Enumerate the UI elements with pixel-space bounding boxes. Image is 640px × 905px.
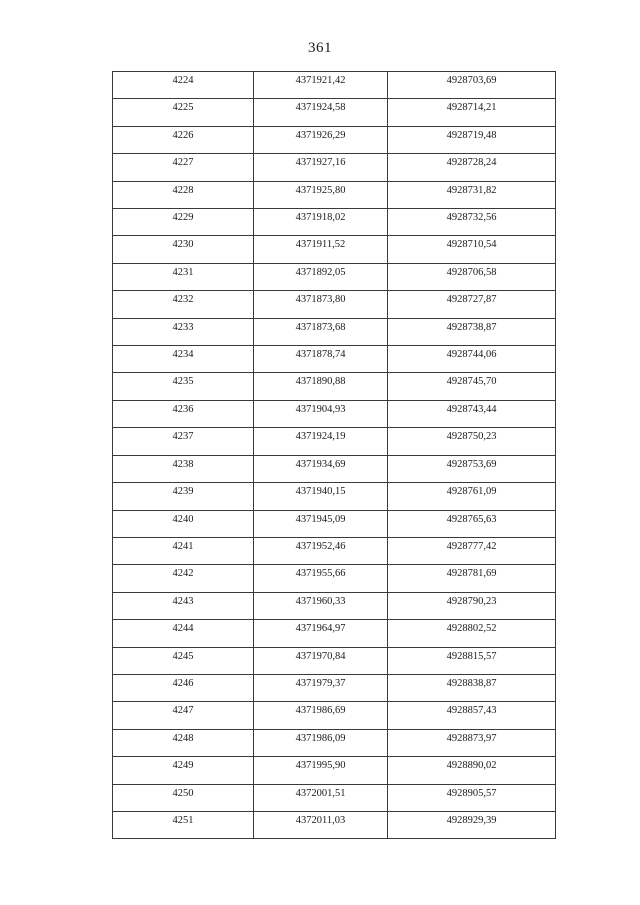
cell-value: 4248 xyxy=(172,732,194,744)
cell-value: 4246 xyxy=(172,677,194,689)
x-coordinate-cell xyxy=(254,811,388,838)
cell-value: 4237 xyxy=(172,431,194,443)
y-coordinate-cell xyxy=(388,592,556,619)
table-row xyxy=(113,455,556,482)
y-coordinate-cell xyxy=(388,729,556,756)
cell-value: 4372011,03 xyxy=(295,814,346,826)
point-number-cell xyxy=(113,181,254,208)
cell-value: 4928714,21 xyxy=(446,102,497,114)
x-coordinate-cell xyxy=(254,455,388,482)
y-coordinate-cell xyxy=(388,236,556,263)
point-number-cell xyxy=(113,620,254,647)
cell-value: 4928738,87 xyxy=(446,321,497,333)
page-number: 361 xyxy=(308,40,332,56)
y-coordinate-cell xyxy=(388,428,556,455)
table-row xyxy=(113,811,556,838)
x-coordinate-cell xyxy=(254,702,388,729)
x-coordinate-cell xyxy=(254,126,388,153)
cell-value: 4236 xyxy=(172,403,194,415)
x-coordinate-cell xyxy=(254,784,388,811)
x-coordinate-cell xyxy=(254,154,388,181)
x-coordinate-cell xyxy=(254,674,388,701)
y-coordinate-cell xyxy=(388,674,556,701)
cell-value: 4928815,57 xyxy=(446,650,497,662)
table-row xyxy=(113,428,556,455)
cell-value: 4232 xyxy=(172,294,194,306)
cell-value: 4928777,42 xyxy=(446,540,497,552)
cell-value: 4928781,69 xyxy=(446,568,497,580)
point-number-cell xyxy=(113,592,254,619)
cell-value: 4371904,93 xyxy=(295,403,346,415)
cell-value: 4928765,63 xyxy=(446,513,497,525)
x-coordinate-cell xyxy=(254,620,388,647)
point-number-cell xyxy=(113,455,254,482)
point-number-cell xyxy=(113,537,254,564)
cell-value: 4928750,23 xyxy=(446,431,497,443)
point-number-cell xyxy=(113,757,254,784)
x-coordinate-cell xyxy=(254,209,388,236)
y-coordinate-cell xyxy=(388,373,556,400)
cell-value: 4235 xyxy=(172,376,194,388)
x-coordinate-cell xyxy=(254,346,388,373)
cell-value: 4371873,68 xyxy=(295,321,346,333)
point-number-cell xyxy=(113,702,254,729)
x-coordinate-cell xyxy=(254,400,388,427)
cell-value: 4226 xyxy=(172,129,194,141)
x-coordinate-cell xyxy=(254,647,388,674)
cell-value: 4231 xyxy=(172,266,194,278)
cell-value: 4928719,48 xyxy=(446,129,497,141)
cell-value: 4928905,57 xyxy=(446,787,497,799)
point-number-cell xyxy=(113,674,254,701)
table-row xyxy=(113,620,556,647)
y-coordinate-cell xyxy=(388,346,556,373)
point-number-cell xyxy=(113,99,254,126)
y-coordinate-cell xyxy=(388,620,556,647)
cell-value: 4371927,16 xyxy=(295,157,346,169)
table-row xyxy=(113,537,556,564)
table-row xyxy=(113,483,556,510)
cell-value: 4227 xyxy=(172,157,194,169)
point-number-cell xyxy=(113,510,254,537)
cell-value: 4371918,02 xyxy=(295,212,346,224)
table-row xyxy=(113,565,556,592)
x-coordinate-cell xyxy=(254,181,388,208)
y-coordinate-cell xyxy=(388,291,556,318)
cell-value: 4234 xyxy=(172,349,194,361)
cell-value: 4928745,70 xyxy=(446,376,497,388)
y-coordinate-cell xyxy=(388,400,556,427)
y-coordinate-cell xyxy=(388,757,556,784)
x-coordinate-cell xyxy=(254,236,388,263)
y-coordinate-cell xyxy=(388,318,556,345)
cell-value: 4225 xyxy=(172,102,194,114)
cell-value: 4371924,19 xyxy=(295,431,346,443)
point-number-cell xyxy=(113,291,254,318)
cell-value: 4928703,69 xyxy=(446,75,497,86)
cell-value: 4230 xyxy=(172,239,194,251)
point-number-cell xyxy=(113,729,254,756)
cell-value: 4224 xyxy=(172,75,194,86)
cell-value: 4371979,37 xyxy=(295,677,346,689)
table-row xyxy=(113,647,556,674)
cell-value: 4371911,52 xyxy=(295,239,346,251)
y-coordinate-cell xyxy=(388,565,556,592)
cell-value: 4928873,97 xyxy=(446,732,497,744)
point-number-cell xyxy=(113,400,254,427)
cell-value: 4928732,56 xyxy=(446,212,497,224)
cell-value: 4228 xyxy=(172,184,194,196)
cell-value: 4247 xyxy=(172,705,194,717)
cell-value: 4371925,80 xyxy=(295,184,346,196)
cell-value: 4371926,29 xyxy=(295,129,346,141)
cell-value: 4928744,06 xyxy=(446,349,497,361)
cell-value: 4371986,69 xyxy=(295,705,346,717)
table-row xyxy=(113,154,556,181)
x-coordinate-cell xyxy=(254,291,388,318)
cell-value: 4243 xyxy=(172,595,194,607)
table-row xyxy=(113,318,556,345)
y-coordinate-cell xyxy=(388,455,556,482)
cell-value: 4242 xyxy=(172,568,194,580)
cell-value: 4233 xyxy=(172,321,194,333)
cell-value: 4371878,74 xyxy=(295,349,346,361)
cell-value: 4250 xyxy=(172,787,194,799)
cell-value: 4371955,66 xyxy=(295,568,346,580)
point-number-cell xyxy=(113,811,254,838)
x-coordinate-cell xyxy=(254,99,388,126)
cell-value: 4371873,80 xyxy=(295,294,346,306)
x-coordinate-cell xyxy=(254,318,388,345)
cell-value: 4928890,02 xyxy=(446,760,497,772)
cell-value: 4928706,58 xyxy=(446,266,497,278)
cell-value: 4241 xyxy=(172,540,194,552)
cell-value: 4371986,09 xyxy=(295,732,346,744)
y-coordinate-cell xyxy=(388,811,556,838)
y-coordinate-cell xyxy=(388,702,556,729)
x-coordinate-cell xyxy=(254,537,388,564)
table-row xyxy=(113,209,556,236)
cell-value: 4928929,39 xyxy=(446,814,497,826)
y-coordinate-cell xyxy=(388,181,556,208)
point-number-cell xyxy=(113,565,254,592)
point-number-cell xyxy=(113,647,254,674)
table-row xyxy=(113,674,556,701)
cell-value: 4245 xyxy=(172,650,194,662)
y-coordinate-cell xyxy=(388,263,556,290)
cell-value: 4238 xyxy=(172,458,194,470)
y-coordinate-cell xyxy=(388,72,556,99)
y-coordinate-cell xyxy=(388,510,556,537)
x-coordinate-cell xyxy=(254,373,388,400)
table-row xyxy=(113,729,556,756)
point-number-cell xyxy=(113,263,254,290)
table-row xyxy=(113,236,556,263)
cell-value: 4928727,87 xyxy=(446,294,497,306)
y-coordinate-cell xyxy=(388,483,556,510)
cell-value: 4371945,09 xyxy=(295,513,346,525)
table-row xyxy=(113,757,556,784)
x-coordinate-cell xyxy=(254,428,388,455)
x-coordinate-cell xyxy=(254,510,388,537)
y-coordinate-cell xyxy=(388,647,556,674)
table-row xyxy=(113,702,556,729)
cell-value: 4371940,15 xyxy=(295,486,346,498)
y-coordinate-cell xyxy=(388,126,556,153)
x-coordinate-cell xyxy=(254,483,388,510)
x-coordinate-cell xyxy=(254,592,388,619)
cell-value: 4371890,88 xyxy=(295,376,346,388)
x-coordinate-cell xyxy=(254,729,388,756)
cell-value: 4371995,90 xyxy=(295,760,346,772)
table-row xyxy=(113,291,556,318)
cell-value: 4371921,42 xyxy=(295,75,346,86)
cell-value: 4928761,09 xyxy=(446,486,497,498)
cell-value: 4928790,23 xyxy=(446,595,497,607)
table-row xyxy=(113,510,556,537)
y-coordinate-cell xyxy=(388,99,556,126)
cell-value: 4928731,82 xyxy=(446,184,497,196)
point-number-cell xyxy=(113,154,254,181)
x-coordinate-cell xyxy=(254,757,388,784)
y-coordinate-cell xyxy=(388,537,556,564)
cell-value: 4371924,58 xyxy=(295,102,346,114)
table-row xyxy=(113,99,556,126)
cell-value: 4240 xyxy=(172,513,194,525)
point-number-cell xyxy=(113,72,254,99)
point-number-cell xyxy=(113,346,254,373)
point-number-cell xyxy=(113,126,254,153)
cell-value: 4928743,44 xyxy=(446,403,497,415)
x-coordinate-cell xyxy=(254,263,388,290)
point-number-cell xyxy=(113,483,254,510)
cell-value: 4371970,84 xyxy=(295,650,346,662)
cell-value: 4371964,97 xyxy=(295,623,346,635)
cell-value: 4371934,69 xyxy=(295,458,346,470)
table-row xyxy=(113,784,556,811)
table-row xyxy=(113,72,556,99)
cell-value: 4371892,05 xyxy=(295,266,346,278)
table-row xyxy=(113,346,556,373)
x-coordinate-cell xyxy=(254,72,388,99)
cell-value: 4239 xyxy=(172,486,194,498)
point-number-cell xyxy=(113,784,254,811)
y-coordinate-cell xyxy=(388,209,556,236)
y-coordinate-cell xyxy=(388,784,556,811)
point-number-cell xyxy=(113,318,254,345)
point-number-cell xyxy=(113,428,254,455)
cell-value: 4928802,52 xyxy=(446,623,497,635)
point-number-cell xyxy=(113,209,254,236)
cell-value: 4372001,51 xyxy=(295,787,346,799)
table-row xyxy=(113,181,556,208)
table-row xyxy=(113,592,556,619)
coordinates-table xyxy=(112,71,556,839)
x-coordinate-cell xyxy=(254,565,388,592)
cell-value: 4249 xyxy=(172,760,194,772)
y-coordinate-cell xyxy=(388,154,556,181)
cell-value: 4928710,54 xyxy=(446,239,497,251)
cell-value: 4928857,43 xyxy=(446,705,497,717)
cell-value: 4928838,87 xyxy=(446,677,497,689)
table-row xyxy=(113,400,556,427)
cell-value: 4244 xyxy=(172,623,194,635)
point-number-cell xyxy=(113,373,254,400)
cell-value: 4371960,33 xyxy=(295,595,346,607)
cell-value: 4371952,46 xyxy=(295,540,346,552)
table-row xyxy=(113,126,556,153)
cell-value: 4229 xyxy=(172,212,194,224)
cell-value: 4928728,24 xyxy=(446,157,497,169)
table-row xyxy=(113,373,556,400)
cell-value: 4251 xyxy=(172,814,194,826)
coordinates-table-body xyxy=(113,72,556,839)
point-number-cell xyxy=(113,236,254,263)
table-row xyxy=(113,263,556,290)
cell-value: 4928753,69 xyxy=(446,458,497,470)
